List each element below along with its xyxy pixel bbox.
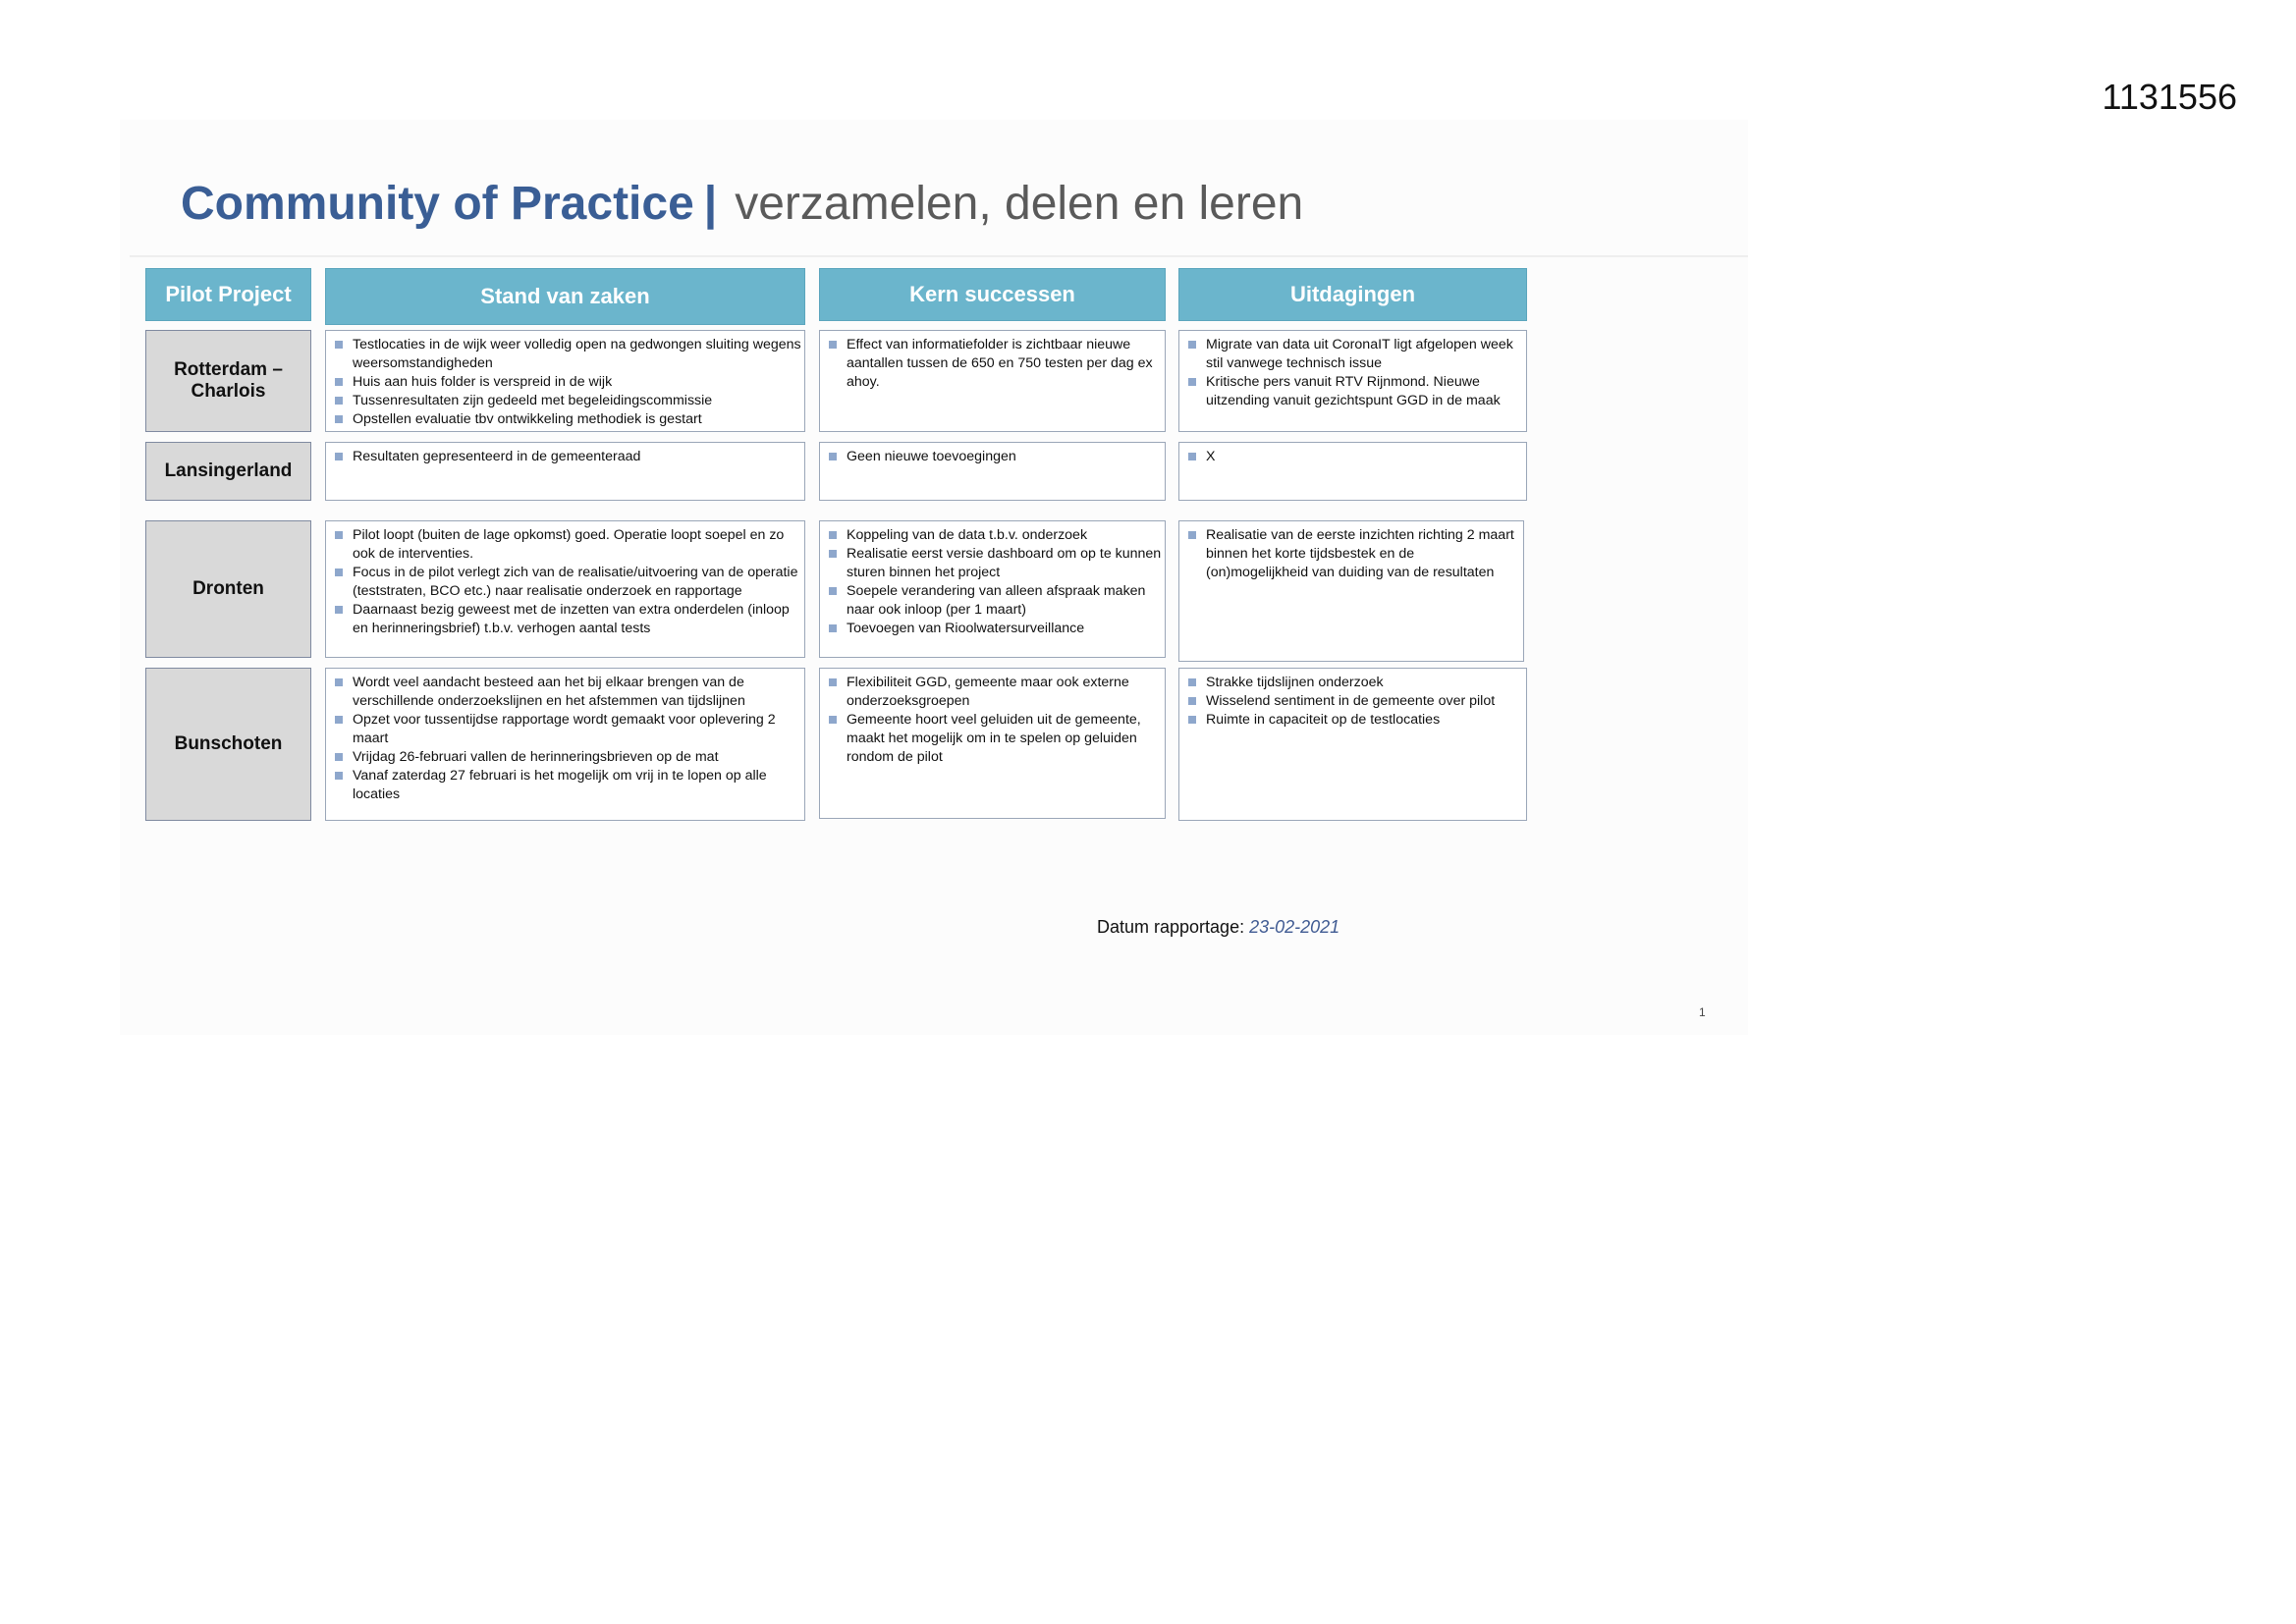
header-stand-van-zaken: Stand van zaken <box>325 268 805 325</box>
header-pilot-project: Pilot Project <box>145 268 311 321</box>
cell-bunschoten-uitdagingen <box>1178 668 1527 821</box>
document-id: 1131556 <box>2102 77 2237 117</box>
bullet-item: Flexibiliteit GGD, gemeente maar ook externe onderzoeksgroepen <box>827 674 1162 711</box>
project-dronten: Dronten <box>145 520 311 658</box>
bullet-item: Daarnaast bezig geweest met de inzetten van extra onderdelen (inloop en herinneringsbrief) t.b.v. verhogen aantal tests <box>333 601 801 638</box>
slide-title <box>181 177 1303 231</box>
project-rotterdam-charlois: Rotterdam – Charlois <box>145 330 311 432</box>
report-date <box>1097 917 1339 938</box>
bullet-item: Toevoegen van Rioolwatersurveillance <box>827 620 1162 638</box>
bullet-item: Migrate van data uit CoronaIT ligt afgelopen week stil vanwege technisch issue <box>1186 336 1523 373</box>
cell-rotterdam-uitdagingen <box>1178 330 1527 432</box>
title-main: Community of Practice <box>181 178 694 230</box>
project-lansingerland: Lansingerland <box>145 442 311 501</box>
cell-lansingerland-stand <box>325 442 805 501</box>
bullet-item: Ruimte in capaciteit op de testlocaties <box>1186 711 1523 730</box>
bullet-item: Resultaten gepresenteerd in de gemeenteraad <box>333 448 801 466</box>
bullet-item: Wordt veel aandacht besteed aan het bij elkaar brengen van de verschillende onderzoekslijnen en het afstemmen van tijdslijnen <box>333 674 801 711</box>
bullet-item: Realisatie eerst versie dashboard om op te kunnen sturen binnen het project <box>827 545 1162 582</box>
bullet-item: Vrijdag 26-februari vallen de herinneringsbrieven op de mat <box>333 748 801 767</box>
bullet-item: Huis aan huis folder is verspreid in de wijk <box>333 373 801 392</box>
title-divider <box>130 255 1748 257</box>
cell-dronten-uitdagingen <box>1178 520 1524 662</box>
header-uitdagingen: Uitdagingen <box>1178 268 1527 321</box>
report-date-value: 23-02-2021 <box>1249 917 1340 937</box>
cell-rotterdam-stand <box>325 330 805 432</box>
cell-bunschoten-stand <box>325 668 805 821</box>
bullet-item: Strakke tijdslijnen onderzoek <box>1186 674 1523 692</box>
page-number: 1 <box>1699 1005 1706 1019</box>
bullet-item: Testlocaties in de wijk weer volledig open na gedwongen sluiting wegens weersomstandigheden <box>333 336 801 373</box>
bullet-item: Opzet voor tussentijdse rapportage wordt gemaakt voor oplevering 2 maart <box>333 711 801 748</box>
bullet-item: Realisatie van de eerste inzichten richting 2 maart binnen het korte tijdsbestek en de (on)mogelijkheid van duiding van de resultaten <box>1186 526 1520 582</box>
bullet-item: Geen nieuwe toevoegingen <box>827 448 1162 466</box>
bullet-item: Pilot loopt (buiten de lage opkomst) goed. Operatie loopt soepel en zo ook de interventies. <box>333 526 801 564</box>
bullet-item: Tussenresultaten zijn gedeeld met begeleidingscommissie <box>333 392 801 410</box>
cell-lansingerland-uitdagingen <box>1178 442 1527 501</box>
bullet-item: Opstellen evaluatie tbv ontwikkeling methodiek is gestart <box>333 410 801 429</box>
bullet-item: Koppeling van de data t.b.v. onderzoek <box>827 526 1162 545</box>
bullet-item: X <box>1186 448 1523 466</box>
bullet-item: Soepele verandering van alleen afspraak maken naar ook inloop (per 1 maart) <box>827 582 1162 620</box>
bullet-item: Kritische pers vanuit RTV Rijnmond. Nieuwe uitzending vanuit gezichtspunt GGD in de maak <box>1186 373 1523 410</box>
cell-rotterdam-successen <box>819 330 1166 432</box>
title-separator: | <box>703 178 718 230</box>
bullet-item: Effect van informatiefolder is zichtbaar nieuwe aantallen tussen de 650 en 750 testen per dag ex ahoy. <box>827 336 1162 392</box>
bullet-item: Vanaf zaterdag 27 februari is het mogelijk om vrij in te lopen op alle locaties <box>333 767 801 804</box>
cell-bunschoten-successen <box>819 668 1166 819</box>
title-subtitle: verzamelen, delen en leren <box>735 178 1304 230</box>
project-bunschoten: Bunschoten <box>145 668 311 821</box>
bullet-item: Focus in de pilot verlegt zich van de realisatie/uitvoering van de operatie (teststraten, BCO etc.) naar realisatie onderzoek en rapportage <box>333 564 801 601</box>
bullet-item: Gemeente hoort veel geluiden uit de gemeente, maakt het mogelijk om in te spelen op geluiden rondom de pilot <box>827 711 1162 767</box>
slide <box>120 120 1748 1035</box>
header-kern-successen: Kern successen <box>819 268 1166 321</box>
cell-dronten-successen <box>819 520 1166 658</box>
cell-lansingerland-successen <box>819 442 1166 501</box>
report-date-label: Datum rapportage: <box>1097 917 1245 937</box>
cell-dronten-stand <box>325 520 805 658</box>
bullet-item: Wisselend sentiment in de gemeente over pilot <box>1186 692 1523 711</box>
